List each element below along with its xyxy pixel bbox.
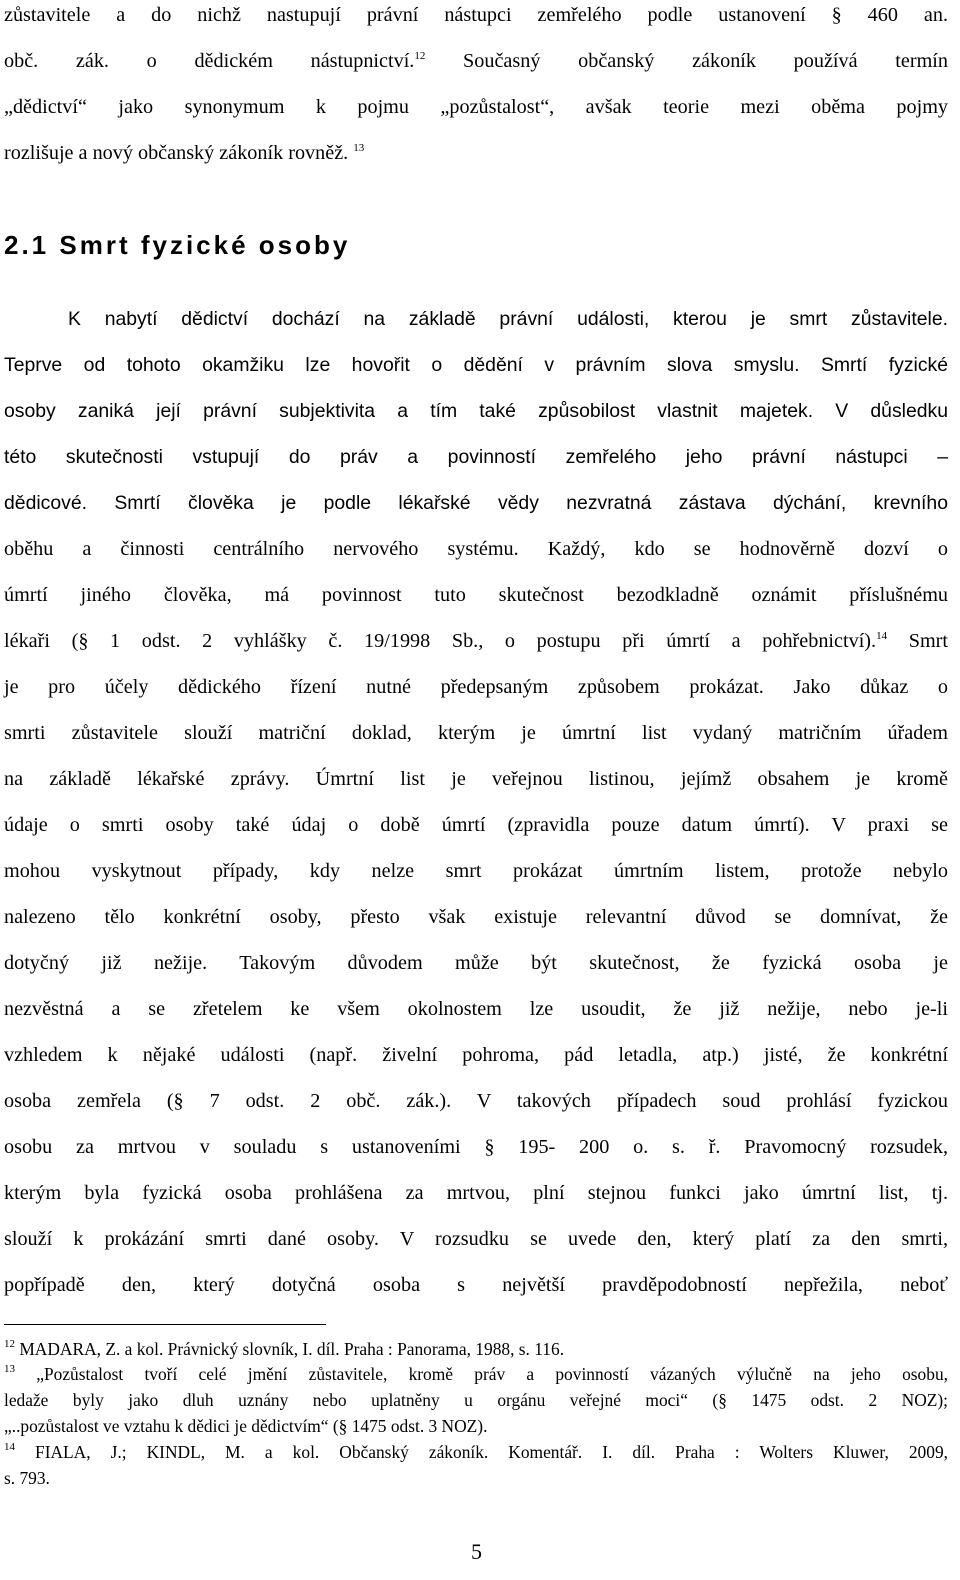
body-line: úmrtí jiného člověka, má povinnost tuto skutečnost bezodkladně oznámit příslušnému bbox=[4, 584, 948, 606]
section-heading: 2.1 Smrt fyzické osoby bbox=[4, 230, 351, 260]
footnote-14: $^{14}$ FIALA, J.; KINDL, M. a kol. Občanský zákoník. Komentář. I. díl. Praha : Wolters Kluwer, 2009, bbox=[4, 1441, 948, 1462]
body-line: osoby zaniká její právní subjektivita a tím také způsobilost vlastnit majetek. V důsledku bbox=[4, 400, 948, 422]
footnote-13-cont: „..pozůstalost ve vztahu k dědici je dědictvím“ (§ 1475 odst. 3 NOZ). bbox=[4, 1416, 488, 1436]
page-number: 5 bbox=[471, 1539, 482, 1564]
body-line: osobu za mrtvou v souladu s ustanoveními § 195- 200 o. s. ř. Pravomocný rozsudek, bbox=[4, 1136, 948, 1158]
body-line: je pro účely dědického řízení nutné předepsaným způsobem prokázat. Jako důkaz o bbox=[4, 676, 948, 698]
footnote-separator bbox=[4, 1324, 326, 1325]
body-line: dotyčný již nežije. Takovým důvodem může být skutečnost, že fyzická osoba je bbox=[4, 952, 948, 974]
body-line: oběhu a činnosti centrálního nervového systému. Každý, kdo se hodnověrně dozví o bbox=[4, 538, 948, 560]
body-line: nalezeno tělo konkrétní osoby, přesto však existuje relevantní důvod se domnívat, že bbox=[4, 906, 948, 928]
body-line: mohou vyskytnout případy, kdy nelze smrt prokázat úmrtním listem, protože nebylo bbox=[4, 860, 948, 882]
body-line: smrti zůstavitele slouží matriční doklad, kterým je úmrtní list vydaný matričním úřadem bbox=[4, 722, 948, 744]
footnote-ref: 12 bbox=[414, 50, 426, 62]
body-line: nezvěstná a se zřetelem ke všem okolnostem lze usoudit, že již nežije, nebo je-li bbox=[4, 998, 948, 1020]
body-line: vzhledem k nějaké události (např. živelní pohroma, pád letadla, atp.) jisté, že konkrétní bbox=[4, 1044, 948, 1066]
body-line: údaje o smrti osoby také údaj o době úmrtí (zpravidla pouze datum úmrtí). V praxi se bbox=[4, 814, 948, 836]
body-line: rozlišuje a nový občanský zákoník rovněž. $^{13}$ bbox=[4, 142, 365, 164]
body-line: Teprve od tohoto okamžiku lze hovořit o dědění v právním slova smyslu. Smrtí fyzické bbox=[4, 354, 948, 376]
footnote-13: $^{13}$ „Pozůstalost tvoří celé jmění zůstavitele, kromě práv a povinností vázaných výlučně na jeho osobu, bbox=[4, 1363, 948, 1384]
body-line: slouží k prokázání smrti dané osoby. V rozsudku se uvede den, který platí za den smrti, bbox=[4, 1228, 948, 1250]
body-line: „dědictví“ jako synonymum k pojmu „pozůstalost“, avšak teorie mezi oběma pojmy bbox=[4, 96, 948, 118]
body-line: této skutečnosti vstupují do práv a povinností zemřelého jeho právní nástupci – bbox=[4, 446, 948, 468]
footnote-ref: 14 bbox=[876, 630, 888, 642]
footnote-ref: 13 bbox=[353, 142, 365, 154]
body-line: popřípadě den, který dotyčná osoba s největší pravděpodobností nepřežila, neboť bbox=[4, 1274, 948, 1296]
body-line: kterým byla fyzická osoba prohlášena za mrtvou, plní stejnou funkci jako úmrtní list, tj. bbox=[4, 1182, 948, 1204]
footnote-13-cont: ledaže byly jako dluh uznány nebo uplatněny u orgánu veřejné moci“ (§ 1475 odst. 2 NOZ); bbox=[4, 1390, 948, 1410]
body-line: na základě lékařské zprávy. Úmrtní list je veřejnou listinou, jejímž obsahem je kromě bbox=[4, 768, 948, 790]
footnote-12: $^{12}$ MADARA, Z. a kol. Právnický slovník, I. díl. Praha : Panorama, 1988, s. 116. bbox=[4, 1338, 565, 1359]
body-line: osoba zemřela (§ 7 odst. 2 obč. zák.). V takových případech soud prohlásí fyzickou bbox=[4, 1090, 948, 1112]
body-line: obč. zák. o dědickém nástupnictví.$^{12}$ Současný občanský zákoník používá termín bbox=[4, 50, 948, 72]
footnote-14-cont: s. 793. bbox=[4, 1468, 50, 1488]
body-line: dědicové. Smrtí člověka je podle lékařské vědy nezvratná zástava dýchání, krevního bbox=[4, 492, 948, 514]
body-line: lékaři (§ 1 odst. 2 vyhlášky č. 19/1998 Sb., o postupu při úmrtí a pohřebnictví).$^{14}$ Smrt bbox=[4, 630, 948, 652]
body-line: zůstavitele a do nichž nastupují právní nástupci zemřelého podle ustanovení § 460 an. bbox=[4, 4, 948, 26]
body-line: K nabytí dědictví dochází na základě právní události, kterou je smrt zůstavitele. bbox=[68, 308, 948, 330]
